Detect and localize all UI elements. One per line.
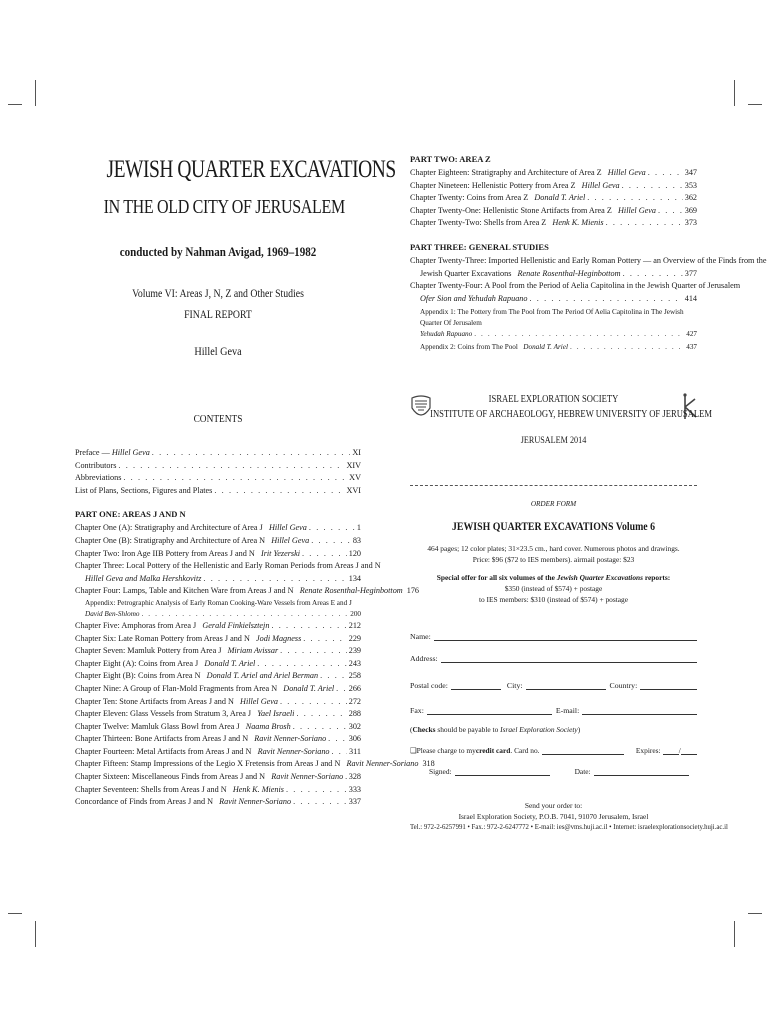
toc-entry-title: List of Plans, Sections, Figures and Plates	[75, 485, 213, 495]
expires-separator: /	[678, 746, 681, 755]
order-form-label: ORDER FORM	[530, 500, 577, 508]
contents-heading: CONTENTS	[193, 413, 243, 425]
toc-entry	[410, 217, 697, 230]
toc-entry-title: Chapter Nineteen: Hellenistic Pottery from Area Z	[410, 180, 576, 190]
toc-entry	[410, 180, 697, 193]
toc-entry-title: Chapter Six: Late Roman Pottery from Areas J and N	[75, 633, 250, 643]
toc-entry-title: Chapter Thirteen: Bone Artifacts from Areas J and N	[75, 734, 249, 744]
checks-paren-close: )	[577, 725, 581, 734]
toc-entry	[75, 447, 361, 460]
toc-entry-page: 437	[686, 343, 697, 352]
toc-entry-title: Chapter Twenty-Two: Shells from Area Z	[410, 218, 547, 228]
toc-entry-page: 311	[349, 746, 361, 756]
toc-entry-title: Chapter Four: Lamps, Table and Kitchen Ware from Areas J and N	[75, 586, 294, 596]
leader-dots	[623, 268, 683, 281]
leader-dots	[332, 746, 348, 759]
leader-dots	[474, 329, 684, 340]
toc-entry-page: 176	[406, 586, 419, 596]
toc-entry-page: 272	[348, 696, 361, 706]
crop-mark	[734, 80, 735, 106]
toc-entry	[410, 268, 697, 281]
toc-entry	[75, 522, 361, 535]
volume-title: Volume VI: Areas J, N, Z and Other Studies	[132, 288, 304, 300]
toc-entry-page: 239	[348, 646, 361, 656]
email-input[interactable]	[582, 706, 697, 715]
toc-entry-author: Henk K. Mienis	[552, 218, 604, 228]
toc-entry-title: Chapter Twelve: Mamluk Glass Bowl from Area J	[75, 721, 240, 731]
toc-entry-author: Ravit Nenner-Soriano	[254, 734, 327, 744]
special-offer	[410, 572, 697, 583]
toc-entry-title: Chapter Eight (A): Coins from Area J	[75, 658, 199, 668]
toc-entry-page: XVI	[346, 485, 361, 495]
toc-entry-author: Irit Yezerski	[260, 548, 301, 558]
leader-dots	[257, 658, 346, 671]
toc-entry-author: Hillel Geva	[271, 535, 310, 545]
order-form-title: JEWISH QUARTER EXCAVATIONS Volume 6	[451, 519, 656, 533]
card-number-input[interactable]	[542, 746, 624, 755]
toc-entry	[75, 771, 361, 784]
toc-entry-page: 1	[356, 523, 361, 533]
send-line2: Israel Exploration Society, P.O.B. 7041, 91070 Jerusalem, Israel	[458, 812, 649, 821]
email-label: E-mail:	[555, 706, 580, 715]
leader-dots	[118, 460, 344, 473]
toc-entry-title: Appendix 2: Coins from The Pool	[420, 343, 518, 352]
toc-entry-page: 83	[352, 535, 361, 545]
toc-entry-author: Renate Rosenthal-Heginbottom	[299, 586, 403, 596]
toc-entry-author: Donald T. Ariel	[534, 193, 586, 203]
city-input[interactable]	[526, 681, 606, 690]
city-label: City:	[506, 681, 523, 690]
book-title-line2: IN THE OLD CITY OF JERUSALEM	[103, 196, 345, 218]
toc-entry	[75, 670, 361, 683]
toc-entry-title: Chapter Twenty: Coins from Area Z	[410, 193, 529, 203]
toc-entry-page: 258	[348, 671, 361, 681]
expires-month-input[interactable]	[663, 746, 679, 755]
leader-dots	[345, 771, 347, 784]
toc-entry-page: 134	[348, 573, 361, 583]
toc-entry-author: Ravit Nenner-Soriano	[219, 797, 292, 807]
offer-price: $350 (instead of $574) + postage	[504, 584, 603, 593]
leader-dots	[296, 708, 346, 721]
crop-mark	[748, 913, 762, 914]
toc-entry-author: Hillel Geva	[618, 205, 656, 215]
name-label: Name:	[410, 632, 431, 641]
toc-entry-title: Chapter Eighteen: Stratigraphy and Architecture of Area Z	[410, 168, 602, 177]
leader-dots	[320, 670, 347, 683]
toc-entry-author: Yael Israeli	[257, 709, 295, 719]
toc-entry-author: Ravit Nenner-Soriano	[346, 759, 419, 769]
toc-entry-page: 377	[684, 268, 697, 278]
leader-dots	[309, 522, 355, 535]
toc-entry-title: Contributors	[75, 460, 117, 470]
toc-entry-page: XIV	[346, 460, 361, 470]
toc-entry-author: Hillel Geva	[581, 180, 620, 190]
toc-entry-author: Hillel Geva	[111, 448, 150, 457]
toc-entry-page: 266	[348, 683, 361, 693]
publisher-line2: INSTITUTE OF ARCHAEOLOGY, HEBREW UNIVERSITY OF JERUSALEM	[430, 409, 713, 420]
toc-entry-author: Hillel Geva and Malka Hershkovitz	[85, 573, 202, 583]
toc-entry-title: Abbreviations	[75, 473, 122, 483]
book-description: 464 pages; 12 color plates; 31×23.5 cm., hard cover. Numerous photos and drawings.	[427, 544, 680, 553]
checks-note	[410, 725, 697, 734]
offer-member-price: to IES members: $310 (instead of $574) + postage	[478, 595, 629, 604]
send-line3: Tel.: 972-2-6257991 • Fax.: 972-2-6247772 • E-mail: ies@vms.huji.ac.il • Internet: israelexplorationsociety.huji.ac.il	[410, 824, 728, 831]
country-label: Country:	[609, 681, 638, 690]
toc-entry	[410, 192, 697, 205]
checks-bold: Checks	[412, 725, 436, 734]
toc-entry	[75, 696, 361, 709]
toc-entry-title: Chapter Sixteen: Miscellaneous Finds from Areas J and N	[75, 772, 266, 782]
toc-entry-title: Chapter Nine: A Group of Flan-Mold Fragments from Area N	[75, 683, 278, 693]
final-report: FINAL REPORT	[184, 309, 252, 321]
toc-entry-author: Henk K. Mienis	[232, 784, 284, 794]
signed-label: Signed:	[429, 767, 452, 776]
date-label: Date:	[574, 767, 591, 776]
crop-mark	[35, 921, 36, 947]
toc-entry	[75, 784, 361, 797]
leader-dots	[280, 696, 347, 709]
toc-entry	[75, 620, 361, 633]
crop-mark	[8, 104, 22, 105]
toc-entry-title: Appendix 1: The Pottery from The Pool from The Period Of Aelia Capitolina in The Jewish Quarter Of Jerusalem	[420, 308, 684, 328]
crop-mark	[35, 80, 36, 106]
charge-prefix: Please charge to my	[416, 746, 476, 755]
leader-dots	[293, 796, 347, 809]
checkbox-icon[interactable]: ❑	[410, 746, 417, 755]
publisher-block	[410, 392, 713, 446]
toc-entry	[410, 329, 697, 340]
toc-entry-title: Chapter Fifteen: Stamp Impressions of the Legio X Fretensis from Areas J and N	[75, 759, 341, 769]
leader-dots	[152, 447, 351, 460]
toc-entry	[75, 548, 361, 561]
crop-mark	[8, 913, 22, 914]
toc-entry	[75, 585, 419, 598]
checks-text: should be payable to	[435, 725, 501, 734]
toc-entry-author: Hillel Geva	[268, 523, 307, 533]
toc-entry-title: Chapter Ten: Stone Artifacts from Areas J and N	[75, 696, 234, 706]
toc-entry-title: Chapter Eight (B): Coins from Area N	[75, 671, 201, 681]
toc-entry	[75, 683, 361, 696]
toc-entry-title: Chapter One (A): Stratigraphy and Architecture of Area J	[75, 523, 263, 533]
part-two-heading: PART TWO: AREA Z	[410, 154, 491, 164]
name-field[interactable]	[410, 632, 697, 641]
fax-label: Fax:	[410, 706, 424, 715]
toc-entry	[75, 796, 361, 809]
send-line1: Send your order to:	[524, 801, 583, 810]
part-three-heading: PART THREE: GENERAL STUDIES	[410, 241, 549, 252]
fax-email-row	[410, 706, 697, 715]
toc-entry-title: Chapter Twenty-Four: A Pool from the Period of Aelia Capitolina in the Jewish Quarter of Jerusalem	[410, 281, 741, 291]
leader-dots	[648, 167, 683, 180]
leader-dots	[142, 609, 349, 620]
toc-entry-page: 373	[684, 218, 697, 228]
toc-entry-author: David Ben-Shlomo	[85, 609, 140, 618]
leader-dots	[271, 620, 346, 633]
toc-entry	[75, 721, 361, 734]
toc-entry-title: Chapter Two: Iron Age IIB Pottery from Areas J and N	[75, 548, 255, 558]
toc-entry-title: Chapter Fourteen: Metal Artifacts from Areas J and N	[75, 746, 252, 756]
special-offer-suffix: reports:	[643, 573, 671, 582]
toc-entry-author: Hillel Geva	[240, 696, 279, 706]
toc-entry	[410, 167, 697, 180]
toc-entry-title: Chapter Seventeen: Shells from Areas J and N	[75, 784, 227, 794]
front-matter-list	[75, 447, 361, 497]
toc-entry-title: Appendix: Petrographic Analysis of Early Roman Cooking-Ware Vessels from Areas E and J	[85, 598, 352, 607]
fax-input[interactable]	[427, 706, 552, 715]
leader-dots	[311, 535, 351, 548]
part-one-heading: PART ONE: AREAS J AND N	[75, 509, 186, 520]
toc-entry-page: 212	[348, 620, 361, 630]
toc-entry	[75, 485, 361, 498]
toc-entry-page: 288	[348, 709, 361, 719]
toc-entry-page: 337	[348, 797, 361, 807]
toc-entry-page: 318	[422, 759, 435, 769]
signature-input[interactable]	[455, 767, 550, 776]
toc-entry-author: Donald T. Ariel	[204, 658, 256, 668]
toc-entry	[75, 746, 361, 759]
toc-entry-title: Chapter Twenty-Three: Imported Hellenistic and Early Roman Pottery — an Overview of the Finds from the	[410, 255, 767, 265]
charge-bold: credit card	[475, 746, 511, 755]
toc-entry	[75, 535, 361, 548]
toc-entry	[75, 573, 361, 586]
crop-mark	[748, 104, 762, 105]
cut-line	[410, 485, 697, 486]
toc-entry-page: 302	[348, 721, 361, 731]
leader-dots	[293, 721, 347, 734]
toc-entry-author: Ravit Nenner-Soriano	[271, 772, 344, 782]
expires-year-input[interactable]	[678, 746, 697, 755]
toc-entry-page: 328	[348, 772, 361, 782]
toc-entry-title: Chapter Eleven: Glass Vessels from Stratum 3, Area J	[75, 709, 252, 719]
toc-entry	[75, 633, 361, 646]
part-two-list	[410, 167, 697, 230]
leader-dots	[328, 733, 347, 746]
toc-entry-page: 243	[348, 658, 361, 668]
leader-dots	[622, 180, 683, 193]
toc-entry-title: Jewish Quarter Excavations	[420, 268, 512, 278]
toc-entry-author: Miriam Avissar	[227, 646, 279, 656]
address-field[interactable]	[410, 654, 697, 663]
leader-dots	[570, 342, 684, 353]
leader-dots	[286, 784, 347, 797]
toc-entry-title: Chapter One (B): Stratigraphy and Architecture of Area N	[75, 535, 266, 545]
book-price: Price: $96 ($72 to IES members). airmail postage: $23	[472, 555, 635, 564]
address-input[interactable]	[441, 654, 697, 663]
toc-entry-title: Chapter Twenty-One: Hellenistic Stone Artifacts from Area Z	[410, 205, 612, 215]
toc-entry	[410, 293, 697, 306]
city-year: JERUSALEM 2014	[520, 436, 587, 446]
leader-dots	[336, 683, 347, 696]
postal-input[interactable]	[451, 681, 501, 690]
conducted-by: conducted by Nahman Avigad, 1969–1982	[119, 244, 317, 259]
leader-dots	[530, 293, 683, 306]
toc-entry-page: 362	[684, 193, 697, 203]
toc-entry-author: Yehudah Rapuano	[420, 330, 473, 339]
toc-entry	[75, 708, 361, 721]
toc-entry-author: Ravit Nenner-Soriano	[257, 746, 330, 756]
toc-entry-author: Donald T. Ariel	[283, 683, 335, 693]
toc-entry-author: Renate Rosenthal-Heginbottom	[517, 268, 621, 278]
toc-entry	[75, 645, 361, 658]
toc-entry-page: 414	[684, 293, 697, 303]
toc-entry-author: Naama Brosh	[245, 721, 291, 731]
special-offer-series: Jewish Quarter Excavations	[556, 573, 644, 582]
checks-paren-open: (	[410, 725, 413, 734]
card-label: . Card no.	[510, 746, 540, 755]
toc-entry-page: 306	[348, 734, 361, 744]
leader-dots	[587, 192, 683, 205]
toc-entry-title: Chapter Five: Amphoras from Area J	[75, 620, 197, 630]
leader-dots	[606, 217, 683, 230]
address-label: Address:	[410, 654, 438, 663]
date-input[interactable]	[594, 767, 689, 776]
toc-entry-page: 369	[684, 205, 697, 215]
toc-entry-author: Ofer Sion and Yehudah Rapuano	[420, 293, 528, 303]
toc-entry-page: 229	[348, 633, 361, 643]
toc-entry	[410, 205, 697, 218]
right-column	[410, 154, 767, 353]
toc-entry-author: Hillel Geva	[607, 168, 646, 177]
checks-payee: Israel Exploration Society	[500, 725, 578, 734]
order-form	[410, 500, 728, 833]
signed-date-row	[410, 767, 697, 776]
toc-entry	[75, 460, 361, 473]
postal-label: Postal code:	[410, 681, 448, 690]
country-input[interactable]	[640, 681, 697, 690]
publisher-line1: ISRAEL EXPLORATION SOCIETY	[488, 394, 619, 405]
toc-entry-title: Chapter Three: Local Pottery of the Hellenistic and Early Roman Periods from Areas J and N	[75, 561, 381, 571]
toc-entry-author: Donald T. Ariel	[523, 343, 568, 352]
credit-card-row	[410, 746, 697, 755]
toc-entry-page: 353	[684, 180, 697, 190]
toc-entry	[75, 472, 361, 485]
toc-entry-page: 347	[684, 168, 697, 177]
name-input[interactable]	[434, 632, 697, 641]
part-three-list	[410, 255, 767, 353]
toc-entry-page: 120	[348, 548, 361, 558]
crop-mark	[734, 921, 735, 947]
toc-entry-page: 333	[348, 784, 361, 794]
leader-dots	[203, 573, 346, 586]
toc-entry	[75, 733, 361, 746]
special-offer-prefix: Special offer for all six volumes of the	[436, 573, 557, 582]
toc-entry-page: 427	[686, 330, 697, 339]
toc-entry-page: 200	[350, 609, 361, 618]
leader-dots	[280, 645, 347, 658]
toc-entry	[75, 609, 361, 620]
leader-dots	[658, 205, 683, 218]
toc-entry-author: Donald T. Ariel and Ariel Berman	[206, 671, 319, 681]
book-author: Hillel Geva	[194, 344, 242, 358]
toc-entry-page: XI	[352, 448, 361, 457]
leader-dots	[214, 485, 344, 498]
toc-entry-title: Preface —	[75, 448, 112, 457]
toc-entry-title: Concordance of Finds from Areas J and N	[75, 797, 214, 807]
postal-city-country-row	[410, 681, 697, 690]
send-address	[410, 800, 728, 833]
leader-dots	[123, 472, 347, 485]
toc-entry	[75, 658, 361, 671]
leader-dots	[302, 548, 347, 561]
toc-entry-page: XV	[349, 473, 361, 483]
leader-dots	[303, 633, 346, 646]
toc-entry	[410, 342, 697, 353]
toc-entry-author: Jodi Magness	[256, 633, 302, 643]
toc-entry-author: Gerald Finkielsztejn	[202, 620, 270, 630]
toc-entry	[75, 758, 435, 771]
toc-entry-title: Chapter Seven: Mamluk Pottery from Area J	[75, 646, 222, 656]
expires-label: Expires:	[635, 746, 661, 755]
book-title-line1: JEWISH QUARTER EXCAVATIONS	[106, 156, 396, 183]
